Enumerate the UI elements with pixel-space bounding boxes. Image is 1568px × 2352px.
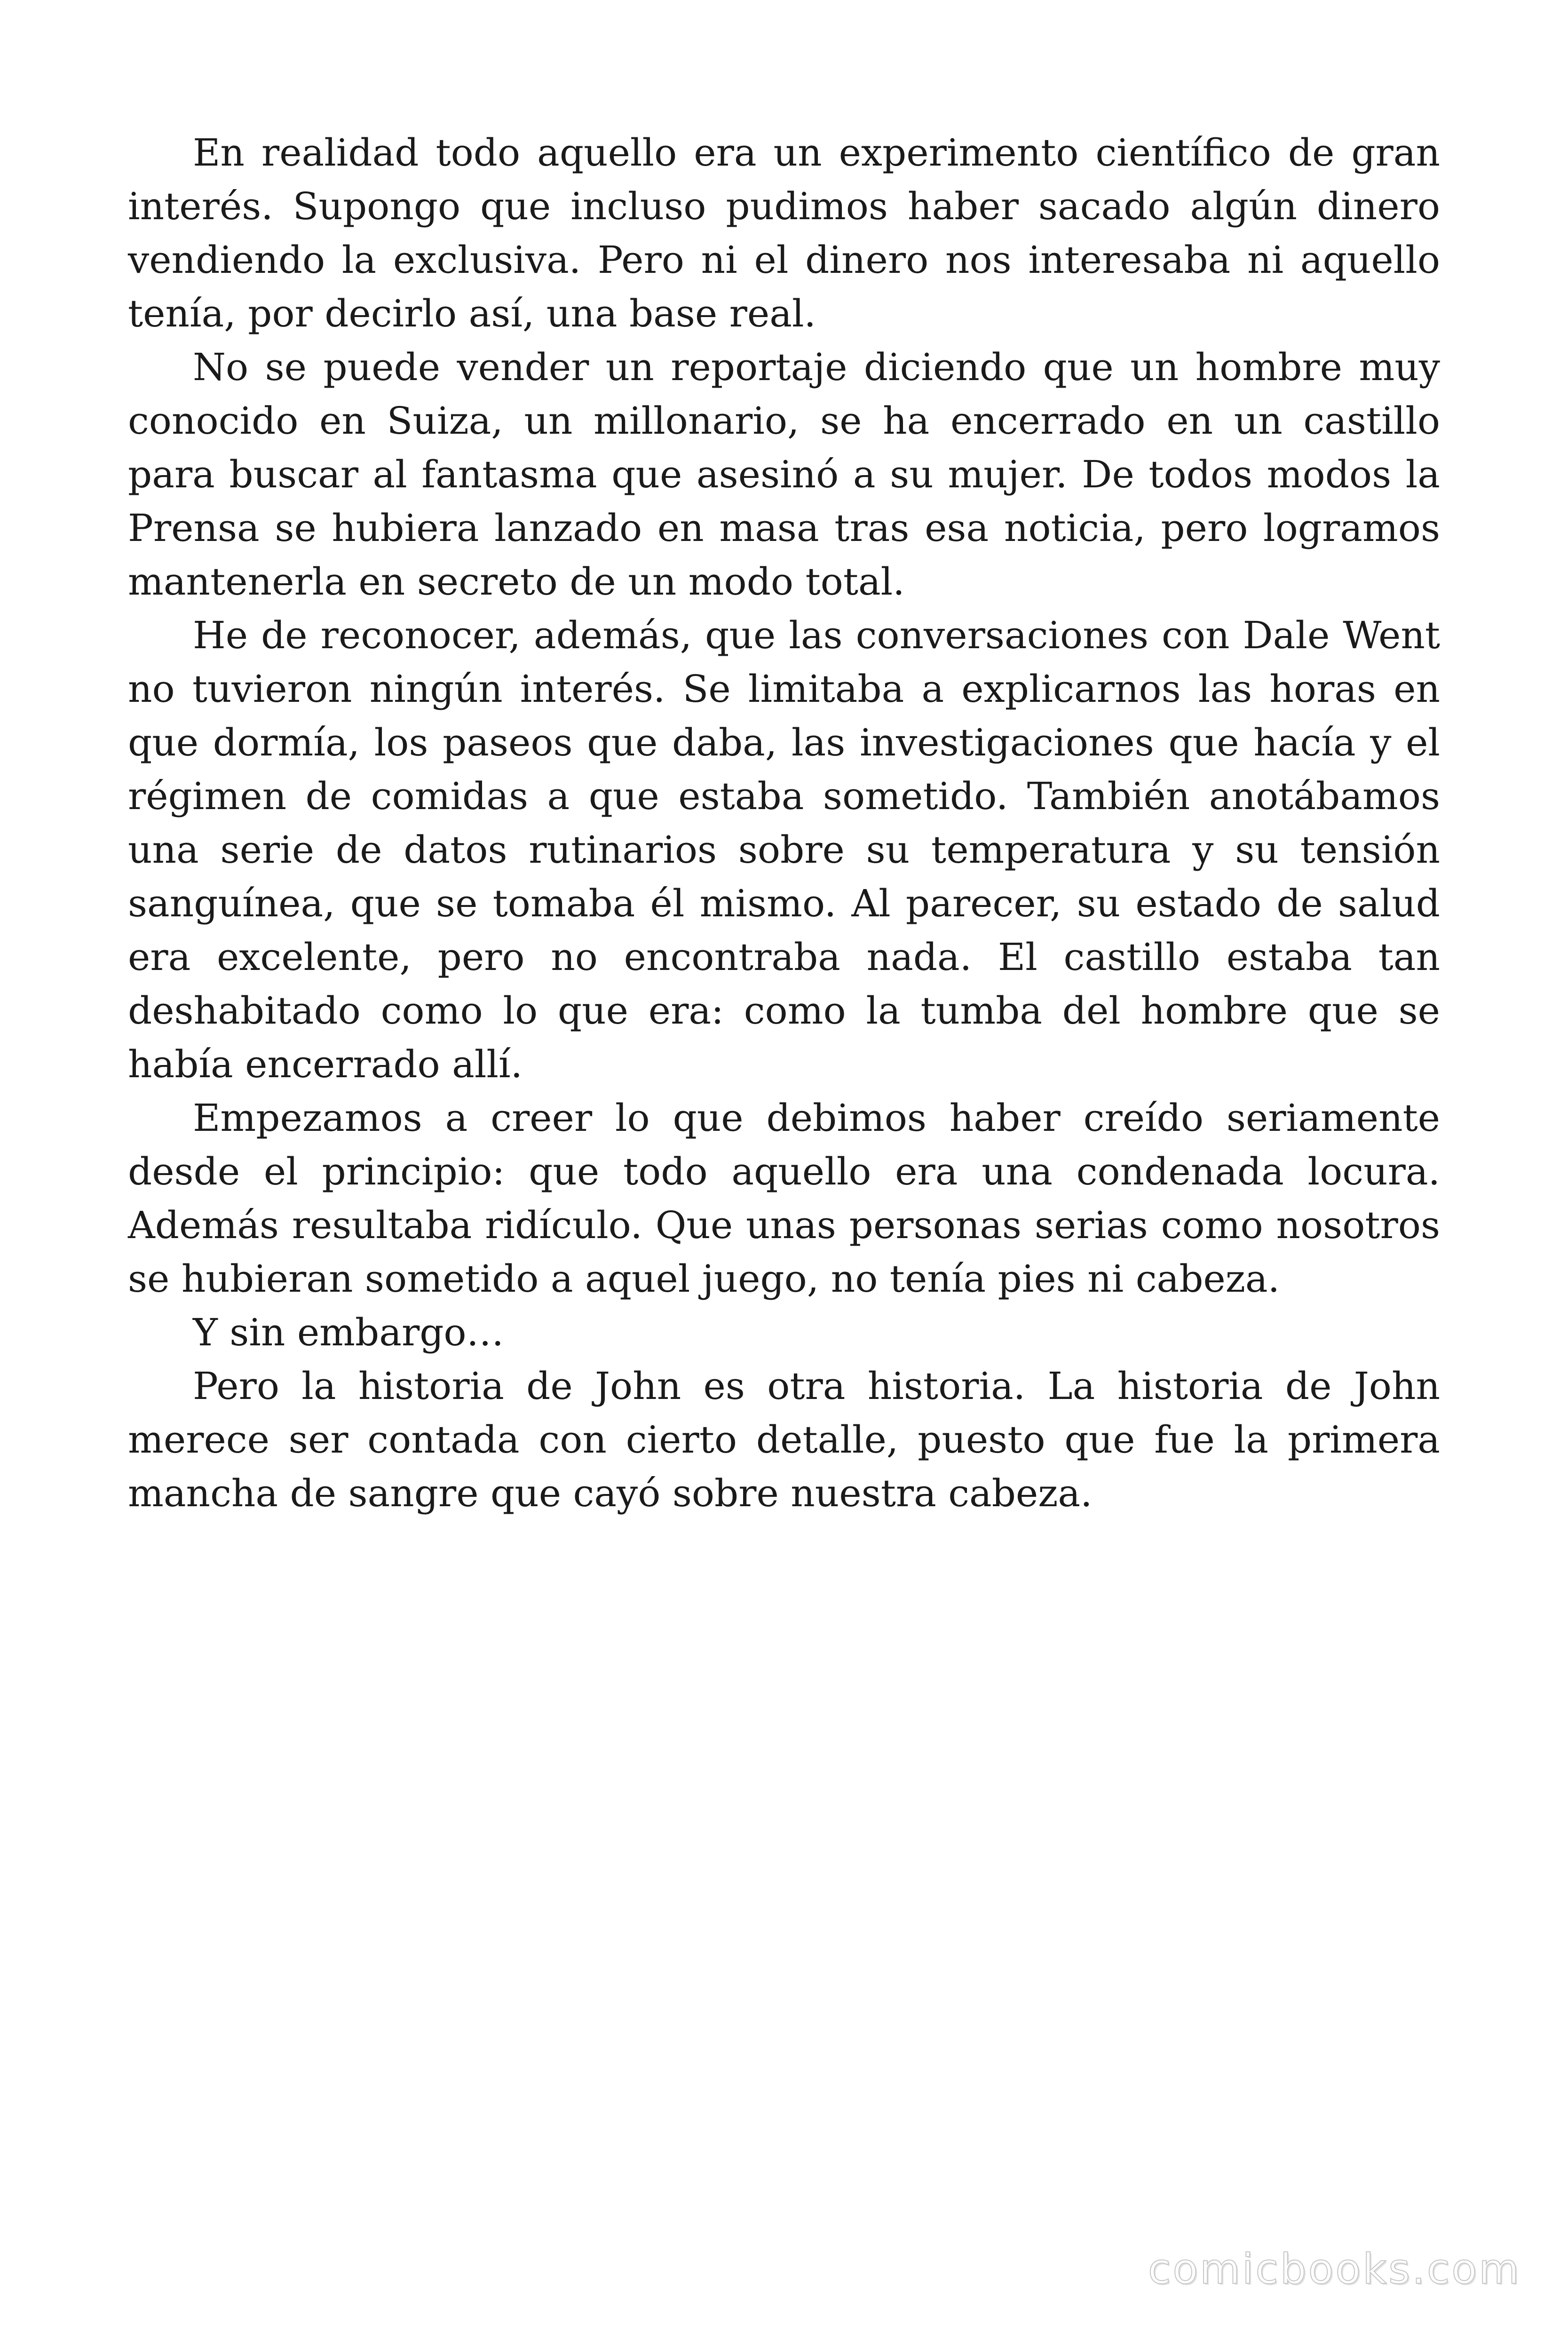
paragraph: Empezamos a creer lo que debimos haber creído seriamente desde el principio: que todo aquello era una condenada locura. Además resultaba ridículo. Que unas personas serias como nosotros se hubieran sometido a aquel juego, no tenía pies ni cabeza. bbox=[128, 1096, 1440, 1301]
paragraph: He de reconocer, además, que las conversaciones con Dale Went no tuvieron ningún interés. Se limitaba a explicarnos las horas en que dormía, los paseos que daba, las investigaciones que hacía y el régimen de comidas a que estaba sometido. También anotábamos una serie de datos rutinarios sobre su temperatura y su tensión sanguínea, que se tomaba él mismo. Al parecer, su estado de salud era excelente, pero no encontraba nada. El castillo estaba tan deshabitado como lo que era: como la tumba del hombre que se había encerrado allí. bbox=[128, 613, 1440, 1086]
paragraph: En realidad todo aquello era un experimento científico de gran interés. Supongo que incluso pudimos haber sacado algún dinero vendiendo la exclusiva. Pero ni el dinero nos interesaba ni aquello tenía, por decirlo así, una base real. bbox=[128, 131, 1440, 335]
paragraph: Pero la historia de John es otra historia. La historia de John merece ser contada con cierto detalle, puesto que fue la primera mancha de sangre que cayó sobre nuestra cabeza. bbox=[128, 1364, 1440, 1515]
body-text bbox=[128, 126, 1440, 1520]
watermark: comicbooks.com bbox=[1148, 2245, 1521, 2293]
paragraph: Y sin embargo… bbox=[193, 1311, 504, 1354]
paragraph: No se puede vender un reportaje diciendo que un hombre muy conocido en Suiza, un millonario, se ha encerrado en un castillo para buscar al fantasma que asesinó a su mujer. De todos modos la Prensa se hubiera lanzado en masa tras esa noticia, pero logramos mantenerla en secreto de un modo total. bbox=[128, 345, 1440, 604]
